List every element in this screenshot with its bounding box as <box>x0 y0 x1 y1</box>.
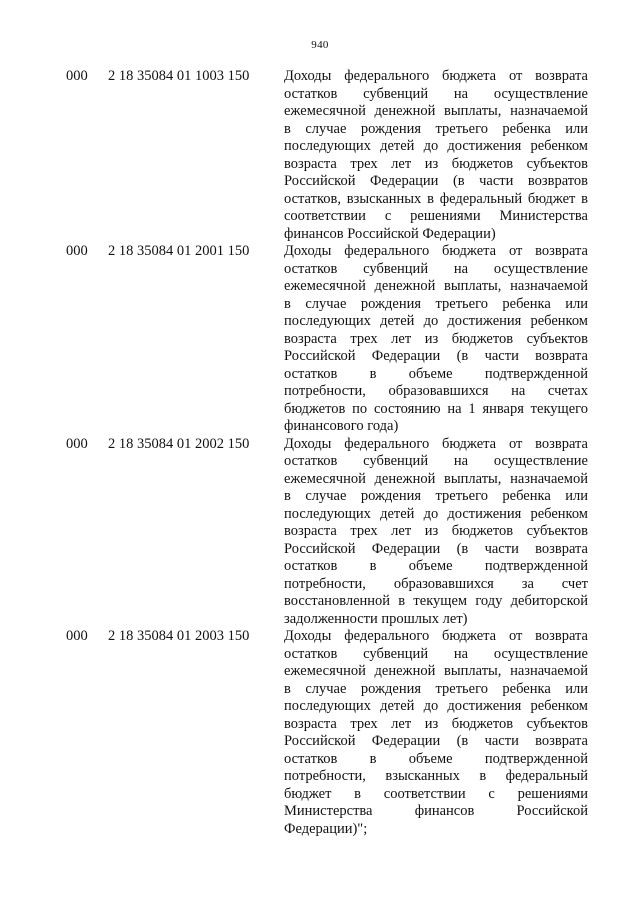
description-line: в случае рождения третьего ребенка или <box>284 295 588 312</box>
table-row <box>0 243 640 436</box>
description-line: в случае рождения третьего ребенка или <box>284 680 588 697</box>
description-line: последующих детей до достижения ребенком <box>284 698 588 714</box>
description-line: остатков субвенций на осуществление <box>284 645 588 662</box>
description-line: ежемесячной денежной выплаты, назначаемой <box>284 663 588 679</box>
description-line: Российской Федерации (в части возврата <box>284 733 588 749</box>
description-line: последующих детей до достижения ребенком <box>284 138 588 154</box>
description-line: финансов Российской Федерации) <box>284 225 496 242</box>
description-line: потребности, образовавшихся за счет <box>284 575 588 592</box>
budget-code-table <box>0 68 640 838</box>
description-line: восстановленной в текущем году дебиторской <box>284 593 588 609</box>
page-number: 940 <box>311 39 329 51</box>
description-line: последующих детей до достижения ребенком <box>284 505 588 522</box>
income-description <box>284 628 588 838</box>
budget-classification-code: 2 18 35084 01 2003 150 <box>108 628 250 644</box>
description-line: ежемесячной денежной выплаты, назначаемой <box>284 278 588 294</box>
description-line: Доходы федерального бюджета от возврата <box>284 243 588 259</box>
admin-code: 000 <box>66 243 88 259</box>
description-line: остатков в объеме подтвержденной <box>284 365 588 382</box>
table-row <box>0 68 640 243</box>
description-line: ежемесячной денежной выплаты, назначаемой <box>284 470 588 487</box>
description-line: остатков субвенций на осуществление <box>284 85 588 102</box>
description-line: возраста трех лет из бюджетов субъектов <box>284 330 588 347</box>
description-line: в случае рождения третьего ребенка или <box>284 488 588 504</box>
description-line: в случае рождения третьего ребенка или <box>284 120 588 137</box>
admin-code: 000 <box>66 435 88 452</box>
description-line: Доходы федерального бюджета от возврата <box>284 68 588 84</box>
description-line: бюджетов по состоянию на 1 января текущего <box>284 400 588 417</box>
description-line: Федерации)"; <box>284 820 368 837</box>
description-line: возраста трех лет из бюджетов субъектов <box>284 715 588 732</box>
description-line: остатков субвенций на осуществление <box>284 260 588 277</box>
income-description <box>284 243 588 436</box>
description-line: Доходы федерального бюджета от возврата <box>284 435 588 452</box>
description-line: остатков в объеме подтвержденной <box>284 750 588 767</box>
description-line: бюджет в соответствии с решениями <box>284 785 588 802</box>
description-line: Российской Федерации (в части возврата <box>284 348 588 364</box>
admin-code: 000 <box>66 628 88 644</box>
description-line: задолженности прошлых лет) <box>284 610 468 627</box>
budget-classification-code: 2 18 35084 01 2002 150 <box>108 435 250 452</box>
description-line: остатков, взысканных в федеральный бюджет в <box>284 190 588 207</box>
description-line: возраста трех лет из бюджетов субъектов <box>284 155 588 172</box>
description-line: последующих детей до достижения ребенком <box>284 313 588 329</box>
admin-code: 000 <box>66 68 88 84</box>
table-row <box>0 436 640 629</box>
description-line: остатков в объеме подтвержденной <box>284 558 588 574</box>
table-row <box>0 628 640 838</box>
description-line: остатков субвенций на осуществление <box>284 453 588 469</box>
description-line: Российской Федерации (в части возвратов <box>284 173 588 189</box>
income-description <box>284 436 588 629</box>
description-line: возраста трех лет из бюджетов субъектов <box>284 523 588 539</box>
description-line: финансового года) <box>284 418 399 434</box>
description-line: потребности, образовавшихся на счетах <box>284 383 588 399</box>
description-line: Российской Федерации (в части возврата <box>284 540 588 557</box>
description-line: Министерства финансов Российской <box>284 803 588 819</box>
budget-classification-code: 2 18 35084 01 1003 150 <box>108 68 250 84</box>
description-line: потребности, взысканных в федеральный <box>284 768 588 784</box>
description-line: соответствии с решениями Министерства <box>284 208 588 224</box>
income-description <box>284 68 588 243</box>
description-line: ежемесячной денежной выплаты, назначаемой <box>284 103 588 119</box>
budget-classification-code: 2 18 35084 01 2001 150 <box>108 243 250 259</box>
description-line: Доходы федерального бюджета от возврата <box>284 628 588 644</box>
